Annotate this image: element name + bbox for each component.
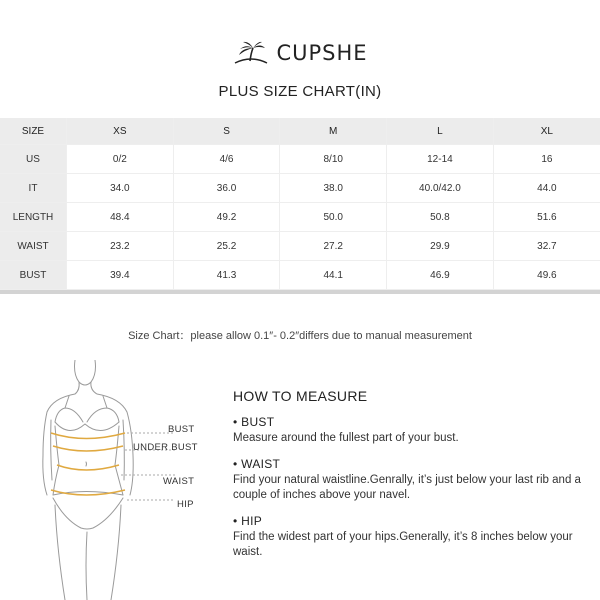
table-cell: 29.9 xyxy=(387,232,494,261)
table-cell: 50.8 xyxy=(387,203,494,232)
table-cell: 38.0 xyxy=(280,174,387,203)
bust-measure-line xyxy=(51,433,175,439)
table-cell: 40.0/42.0 xyxy=(387,174,494,203)
waist-section xyxy=(233,457,583,503)
table-cell: 12-14 xyxy=(387,145,494,174)
palm-tree-icon xyxy=(232,40,270,66)
table-cell: 49.6 xyxy=(493,261,600,290)
table-cell: 8/10 xyxy=(280,145,387,174)
section-description: Measure around the fullest part of your bust. xyxy=(233,432,459,444)
table-cell: 0/2 xyxy=(67,145,174,174)
table-cell: 44.1 xyxy=(280,261,387,290)
table-cell: 32.7 xyxy=(493,232,600,261)
table-cell: 34.0 xyxy=(67,174,174,203)
table-header-row xyxy=(0,118,600,145)
table-cell: 39.4 xyxy=(67,261,174,290)
size-table xyxy=(0,118,600,290)
table-row xyxy=(0,203,600,232)
brand-logo xyxy=(0,38,600,68)
section-heading: • WAIST xyxy=(233,457,281,471)
table-cell: 48.4 xyxy=(67,203,174,232)
header-cell: XL xyxy=(493,118,600,145)
section-heading: • HIP xyxy=(233,514,263,528)
table-cell: 41.3 xyxy=(173,261,280,290)
table-cell: 23.2 xyxy=(67,232,174,261)
table-cell: 16 xyxy=(493,145,600,174)
how-to-measure-title: HOW TO MEASURE xyxy=(233,388,368,404)
table-cell: 50.0 xyxy=(280,203,387,232)
hip-section xyxy=(233,514,583,560)
row-label: US xyxy=(0,145,67,174)
header-cell: SIZE xyxy=(0,118,67,145)
header-cell: S xyxy=(173,118,280,145)
hip-measure-line xyxy=(51,490,175,500)
table-row xyxy=(0,232,600,261)
header-cell: M xyxy=(280,118,387,145)
table-cell: 46.9 xyxy=(387,261,494,290)
table-cell: 51.6 xyxy=(493,203,600,232)
row-label: IT xyxy=(0,174,67,203)
waist-label: WAIST xyxy=(163,476,195,487)
table-cell: 27.2 xyxy=(280,232,387,261)
hip-label: HIP xyxy=(177,499,194,510)
table-cell: 44.0 xyxy=(493,174,600,203)
header-cell: L xyxy=(387,118,494,145)
chart-title: PLUS SIZE CHART(IN) xyxy=(218,83,382,100)
bust-label: BUST xyxy=(168,424,195,435)
table-row xyxy=(0,174,600,203)
table-cell: 49.2 xyxy=(173,203,280,232)
under-bust-label: UNDER BUST xyxy=(133,442,198,453)
table-row xyxy=(0,145,600,174)
section-heading: • BUST xyxy=(233,415,275,429)
bust-section xyxy=(233,415,583,446)
header-cell: XS xyxy=(67,118,174,145)
section-description: Find your natural waistline.Genrally, it’s just below your last rib and a couple of inches above your navel. xyxy=(233,474,581,501)
brand-name: CUPSHE xyxy=(276,41,368,65)
row-label: WAIST xyxy=(0,232,67,261)
measurement-note: Size Chart：please allow 0.1″- 0.2″differs due to manual measurement xyxy=(128,330,472,342)
table-cell: 4/6 xyxy=(173,145,280,174)
table-cell: 36.0 xyxy=(173,174,280,203)
row-label: LENGTH xyxy=(0,203,67,232)
table-row xyxy=(0,261,600,290)
row-label: BUST xyxy=(0,261,67,290)
divider xyxy=(0,290,600,294)
section-description: Find the widest part of your hips.Generally, it’s 8 inches below your waist. xyxy=(233,531,573,558)
table-cell: 25.2 xyxy=(173,232,280,261)
